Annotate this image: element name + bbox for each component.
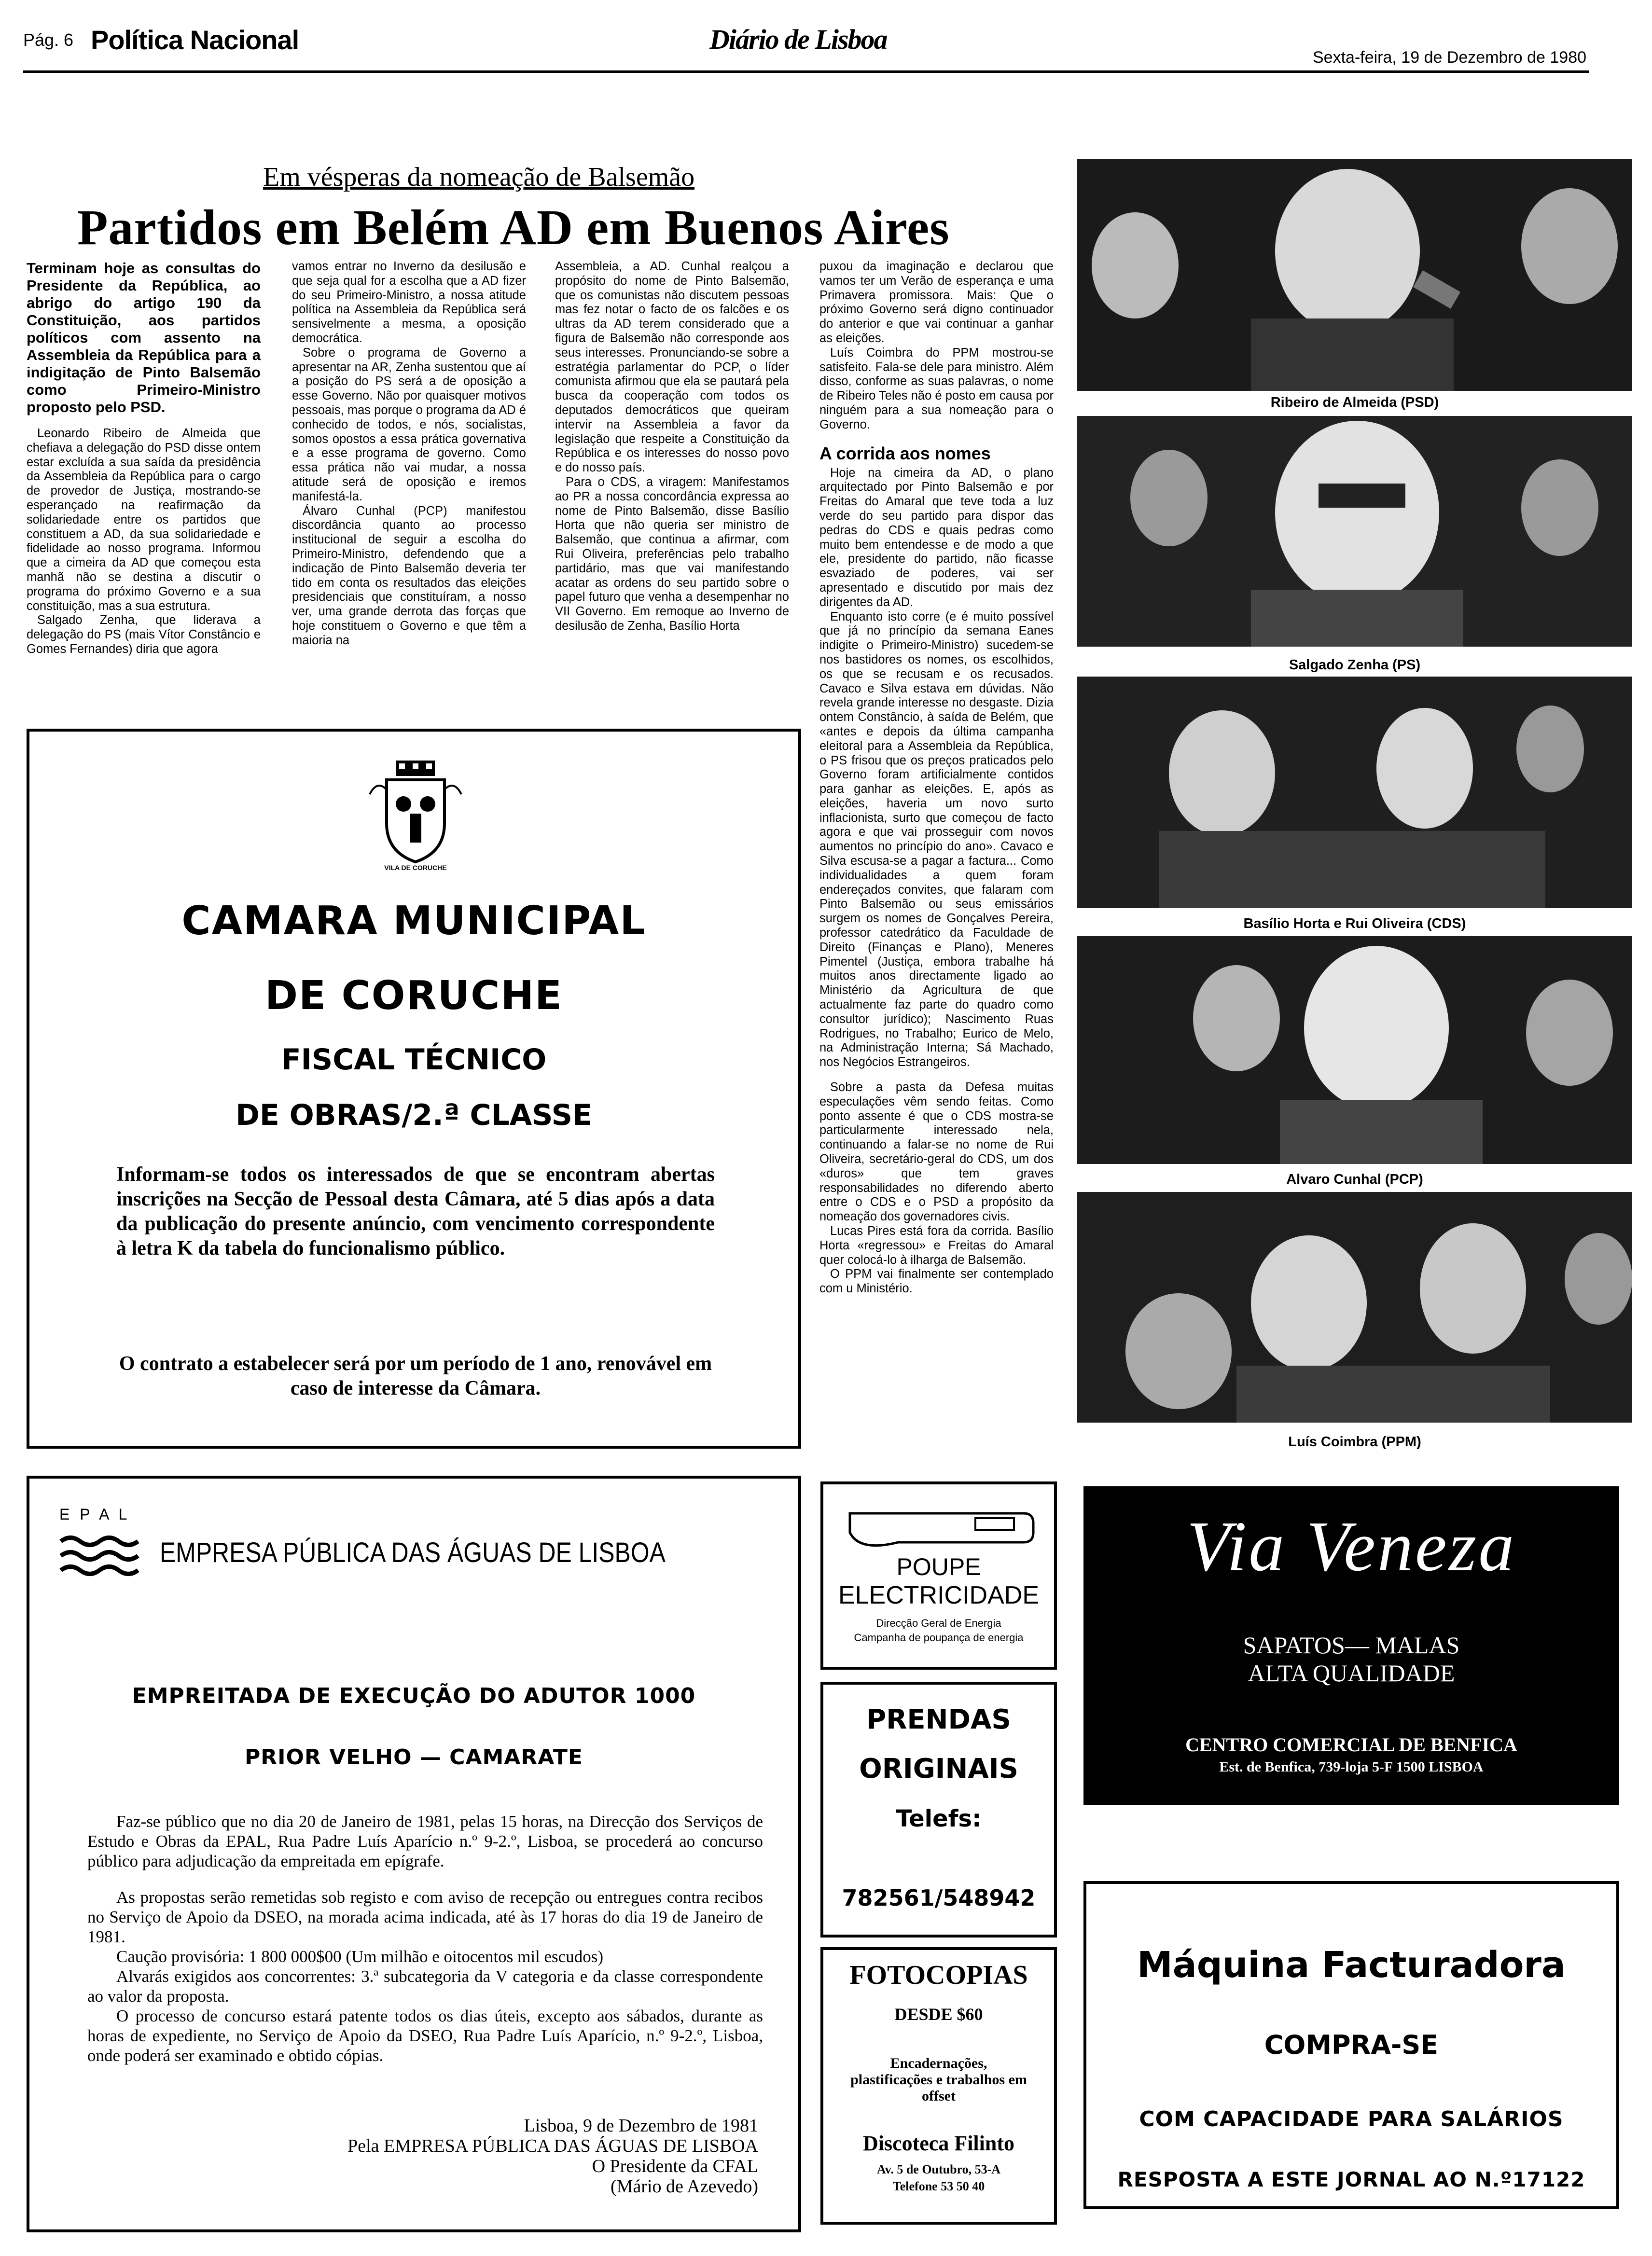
article-paragraph: Salgado Zenha, que liderava a delegação do PS (mais Vítor Constâncio e Gomes Fernandes) diria que agora <box>27 613 261 656</box>
article-paragraph: Hoje na cimeira da AD, o plano arquitectado por Pinto Balsemão e por Freitas do Amaral que teve toda a luz verde do seu partido para dispor das pedras do CDS e quais pedras como muito bem entendesse e de modo a que ele, presidente do partido, não ficasse esvaziado de poderes, vai ser apresentado e discutido por mais dez dirigentes da AD. <box>819 466 1054 609</box>
ad-title: CAMARA MUNICIPAL <box>181 898 646 944</box>
article-kicker: Em vésperas da nomeação de Balsemão <box>263 162 695 192</box>
photo-caption: Ribeiro de Almeida (PSD) <box>1270 395 1439 410</box>
article-paragraph: Leonardo Ribeiro de Almeida que chefiava a delegação do PSD disse ontem estar excluída a sua saída da presidência da Assembleia da República para o cargo de provedor de Justiça, mostrando-se esperançado na reafirmação da solidariedade entre os partidos que constituem a AD, da sua solidariedade e fidelidade ao nosso programa. Informou que a cimeira da AD que começou esta manhã não se destina a discutir o programa do próximo Governo e a sua constituição, mas a sua estrutura. <box>27 427 261 613</box>
ad-text: COM CAPACIDADE PARA SALÁRIOS <box>1139 2107 1564 2131</box>
phone-numbers: 782561/548942 <box>842 1885 1036 1911</box>
ad-paragraph: As propostas serão remetidas sob registo e com aviso de recepção ou entregues contra recibos no Serviço de Apoio da DSEO, na morada acima indicada, até às 17 horas do dia 19 de Janeiro de 1981. <box>87 1888 763 1946</box>
epal-acronym: E P A L <box>59 1506 130 1523</box>
ad-paragraph: Caução provisória: 1 800 000$00 (Um milhão e oitocentos mil escudos) <box>116 1947 603 1966</box>
ad-maquina-facturadora <box>1083 1881 1619 2209</box>
issue-date: Sexta-feira, 19 de Dezembro de 1980 <box>1313 48 1587 67</box>
article-lead: Terminam hoje as consultas do Presidente da República, ao abrigo do artigo 190 da Constituição, aos partidos políticos com assento na Assembleia da República para a indigitação de Pinto Balsemão como Primeiro-Ministro proposto pelo PSD. <box>27 260 261 415</box>
ad-text: DESDE $60 <box>894 2005 983 2024</box>
waves-logo-icon <box>58 1534 150 1578</box>
ad-title: Discoteca Filinto <box>862 2131 1015 2155</box>
ad-title: COMPRA-SE <box>1264 2030 1439 2060</box>
ad-text: ALTA QUALIDADE <box>1248 1660 1455 1687</box>
ad-title: Máquina Facturadora <box>1137 1944 1566 1986</box>
page-number: Pág. 6 <box>23 30 74 50</box>
ad-body <box>87 1812 763 2065</box>
article-paragraph: O PPM vai finalmente ser contemplado com u Ministério. <box>819 1267 1054 1296</box>
ad-paragraph: O processo de concurso estará patente todos os dias úteis, excepto aos sábados, durante as horas de expediente, no Serviço de Apoio da DSEO, Rua Padre Luís Aparício, n.º 9-2.º, Lisboa, onde poderá ser examinado e obtido cópias. <box>87 2007 763 2065</box>
ad-title: PRIOR VELHO — CAMARATE <box>245 1745 583 1770</box>
ad-text: Campanha de poupança de energia <box>854 1632 1024 1644</box>
ad-camara-coruche <box>27 729 801 1449</box>
article-headline: Partidos em Belém AD em Buenos Aires <box>77 200 950 255</box>
article-paragraph: Assembleia, a AD. Cunhal realçou a propósito do nome de Pinto Balsemão, que os comunistas não discutem pessoas mas fez notar o facto de os falcões e os ultras da AD terem considerado que a figura de Balsemão não corresponde aos seus interesses. Pronunciando-se sobre a estratégia parlamentar do PCP, o líder comunista afirmou que ela se pautará pela busca da cooperação com todos os deputados democráticos que queiram intervir na Assembleia a favor da legislação que respeite a Constituição da República e os interesses do nosso povo e do nosso país. <box>555 260 789 475</box>
article-paragraph: puxou da imaginação e declarou que vamos ter um Verão de esperança e uma Primavera promissora. Mais: Que o próximo Governo será digno continuador do anterior e que vai continuar a ganhar as eleições. <box>819 260 1054 345</box>
ad-paragraph: Alvarás exigidos aos concorrentes: 3.ª subcategoria da V categoria e da classe correspondente ao valor da proposta. <box>87 1967 763 2006</box>
photo-caption: Alvaro Cunhal (PCP) <box>1286 1172 1423 1187</box>
ad-text: Av. 5 de Outubro, 53-A <box>876 2162 1001 2176</box>
municipal-crest <box>367 761 464 876</box>
ad-body: O contrato a estabelecer será por um período de 1 ano, renovável em caso de interesse da Câmara. <box>119 1353 712 1399</box>
article-paragraph: Sobre a pasta da Defesa muitas especulações vêm sendo feitas. Como ponto assente é que o CDS mostra-se particularmente interessado nela, continuando a falar-se no nome de Rui Oliveira, secretário-geral do CDS, um dos «duros» que tem graves responsabilidades no diferendo aberto entre o CDS e o PSD a propósito da nomeação dos governadores civis. <box>819 1080 1054 1224</box>
photo-caption: Luís Coimbra (PPM) <box>1288 1434 1421 1450</box>
photo-caption: Salgado Zenha (PS) <box>1289 657 1421 673</box>
article-column-1 <box>27 260 261 657</box>
ad-prendas-originais <box>820 1682 1057 1938</box>
ad-address: Est. de Benfica, 739-loja 5-F 1500 LISBOA <box>1219 1759 1484 1775</box>
ad-signature <box>29 2116 758 2197</box>
article-paragraph: Lucas Pires está fora da corrida. Basílio Horta «regressou» e Freitas do Amaral quer colocá-lo à ilharga de Balsemão. <box>819 1224 1054 1267</box>
photo-salgado-zenha <box>1077 416 1632 647</box>
ad-fotocopias <box>820 1947 1057 2225</box>
masthead: Diário de Lisboa <box>709 24 887 55</box>
header-rule <box>23 70 1589 73</box>
signature-line: Lisboa, 9 de Dezembro de 1981 <box>524 2116 758 2136</box>
ad-subtitle: FISCAL TÉCNICO <box>281 1043 547 1077</box>
ad-text: CENTRO COMERCIAL DE BENFICA <box>1185 1734 1517 1756</box>
ad-text: RESPOSTA A ESTE JORNAL AO N.º17122 <box>1117 2168 1585 2191</box>
article-paragraph: Luís Coimbra do PPM mostrou-se satisfeito. Fala-se dele para ministro. Além disso, conforme as suas palavras, o nome de Ribeiro Teles não é posto em causa por ninguém para a sua nomeação para o Governo. <box>819 346 1054 431</box>
article-subhead: A corrida aos nomes <box>819 443 991 463</box>
ad-subtitle: DE OBRAS/2.ª CLASSE <box>236 1098 592 1132</box>
photo-ribeiro-de-almeida <box>1077 159 1632 391</box>
photo-basilio-horta-rui-oliveira <box>1077 677 1632 908</box>
section-title: Política Nacional <box>91 25 299 55</box>
ad-title: ORIGINAIS <box>859 1753 1018 1785</box>
ad-body: Informam-se todos os interessados de que se encontram abertas inscrições na Secção de Pessoal desta Câmara, até 5 dias após a data da publicação do presente anúncio, com vencimento correspondente à letra K da tabela do funcionalismo público. <box>116 1163 715 1259</box>
article-paragraph: Para o CDS, a viragem: Manifestamos ao PR a nossa concordância expressa ao nome de Pinto Balsemão, disse Basílio Horta que não queria ser ministro de Balsemão, que continua a afirmar, com Rui Oliveira, preferências pelo trabalho partidário, mas que vai manifestando acatar as ordens do seu partido sobre o papel futuro que venha a desempenhar no VII Governo. Em remoque ao Inverno de desilusão de Zenha, Basílio Horta <box>555 475 789 633</box>
ad-text: Encadernações, plastificações e trabalhos em offset <box>850 2055 1027 2104</box>
ad-text: Telefone 53 50 40 <box>892 2179 985 2193</box>
ad-title: ELECTRICIDADE <box>838 1581 1040 1609</box>
ad-text: SAPATOS— MALAS <box>1243 1632 1460 1659</box>
photo-luis-coimbra <box>1077 1192 1632 1423</box>
brand-name: Via Veneza <box>1186 1507 1516 1586</box>
article-paragraph: Álvaro Cunhal (PCP) manifestou discordância quanto ao processo institucional de seguir a escolha do Primeiro-Ministro, defendendo que a indicação de Pinto Balsemão deveria ter tido em conta os resultados das eleições presidenciais que constituíram, a nosso ver, uma grande derrota das forças que hoje constituem o Governo e que têm a maioria na <box>292 504 526 647</box>
photo-alvaro-cunhal <box>1077 936 1632 1164</box>
signature-line: Pela EMPRESA PÚBLICA DAS ÁGUAS DE LISBOA <box>347 2136 758 2156</box>
ad-title: DE CORUCHE <box>264 973 563 1019</box>
ad-epal <box>27 1476 801 2232</box>
article-column-2 <box>292 260 526 648</box>
ad-title: PRENDAS <box>866 1704 1011 1735</box>
article-paragraph: vamos entrar no Inverno da desilusão e que seja qual for a escolha que a AD fizer do seu Primeiro-Ministro, a nossa atitude política na Assembleia da República será sensivelmente a mesma, a oposição democrática. <box>292 260 526 345</box>
ad-text: Direcção Geral de Energia <box>876 1617 1001 1629</box>
ad-poupe-electricidade <box>820 1481 1057 1670</box>
photo-caption: Basílio Horta e Rui Oliveira (CDS) <box>1243 916 1466 931</box>
ad-text: Telefs: <box>896 1805 982 1832</box>
ad-title: POUPE <box>896 1553 981 1580</box>
article-paragraph: Sobre o programa de Governo a apresentar na AR, Zenha sustentou que aí a posição do PS será a de oposição a esse Governo. Não por quaisquer motivos pessoais, mas porque o programa da AD é conhecido de todos, e nós, socialistas, somos opostos a essa prática governativa e a esse programa de governo. Como essa prática não vai mudar, a nossa atitude será de oposição e iremos manifestá-la. <box>292 346 526 503</box>
ad-title: FOTOCOPIAS <box>849 1960 1028 1990</box>
ad-via-veneza <box>1083 1486 1619 1805</box>
ad-paragraph: Faz-se público que no dia 20 de Janeiro de 1981, pelas 15 horas, na Direcção dos Serviços de Estudo e Obras da EPAL, Rua Padre Luís Aparício n.º 9-2.º, Lisboa, se procederá ao concurso público para adjudicação da empreitada em epígrafe. <box>87 1812 763 1870</box>
epal-company-name: EMPRESA PÚBLICA DAS ÁGUAS DE LISBOA <box>160 1537 666 1568</box>
signature-line: (Mário de Azevedo) <box>611 2176 758 2197</box>
article-column-3 <box>555 260 789 634</box>
article-column-4 <box>819 260 1054 1296</box>
crest-scroll-text: VILA DE CORUCHE <box>384 864 447 872</box>
signature-line: O Presidente da CFAL <box>592 2156 758 2176</box>
ad-title: EMPREITADA DE EXECUÇÃO DO ADUTOR 1000 <box>132 1684 696 1708</box>
article-paragraph: Enquanto isto corre (e é muito possível que já no princípio da semana Eanes indigite o Primeiro-Ministro) sucedem-se nos bastidores os nomes, os escolhidos, os que se recusam e os recusados. Cavaco e Silva estava em dúvidas. Não revela grande interesse no desgaste. Dizia ontem Constâncio, à saída de Belém, que «antes e depois da última campanha eleitoral para a Assembleia da República, o PS frisou que os preços praticados pelo Governo foram artificialmente contidos para ganhar as eleições. E, após as eleições, haveria um novo surto inflacionista, surto que começou de facto agora e que vai prosseguir com novos aumentos no princípio do ano». Cavaco e Silva escusa-se a pagar a factura... Como individualidades a quem foram endereçados convites, que falaram com Pinto Balsemão ou seus emissários surgem os nomes de Gonçalves Pereira, professor catedrático da Faculdade de Direito (Finanças e Plano), Meneres Pimentel (Justiça, embora trabalhe há muitos anos directamente ligado ao Ministério da Agricultura de que actualmente faz parte do quadro como consultor jurídico); Nascimento Ruas Rodrigues, no Trabalho; Eurico de Melo, na Administração Interna; Sá Machado, nos Negócios Estrangeiros. <box>819 609 1054 1069</box>
